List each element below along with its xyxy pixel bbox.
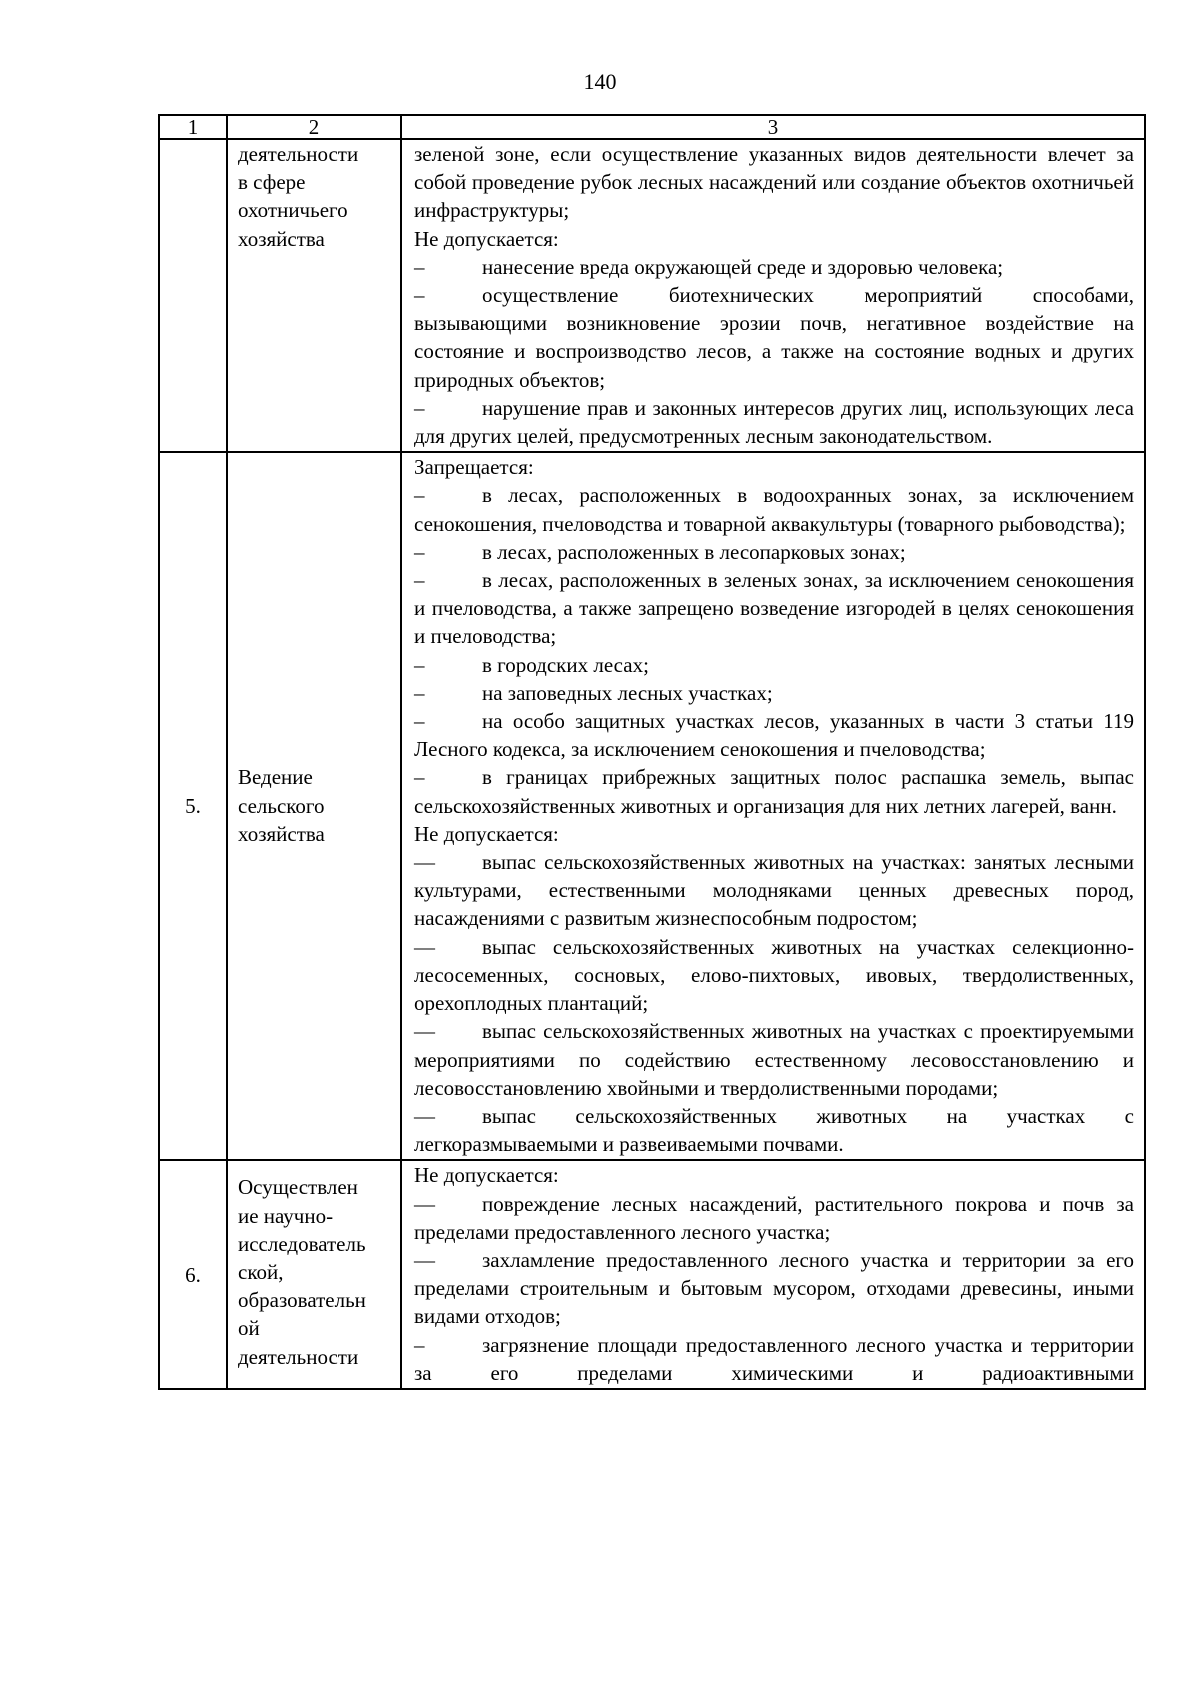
dash-marker: — [414, 934, 435, 959]
table-row [159, 452, 1145, 1160]
list-item-text: в городских лесах; [482, 652, 649, 677]
activity-name-line: ой [238, 1316, 260, 1341]
list-item [414, 679, 1134, 707]
row-number: 5. [159, 452, 227, 1160]
dash-marker: — [414, 850, 435, 875]
activity-name-line: охотничьего [238, 198, 348, 223]
list-item-text: на заповедных лесных участках; [482, 680, 773, 705]
dash-marker: — [414, 1191, 435, 1216]
list-item [414, 651, 1134, 679]
list-item [414, 253, 1134, 281]
list-item [414, 281, 1134, 394]
page-number: 140 [583, 69, 617, 94]
list-item-text: выпас сельскохозяйственных животных на участках с проектируемыми мероприятиями по содействию естественному лесовосстановлению и лесовосстановлению хвойными и твердолиственными породами; [414, 1019, 1134, 1100]
list-item [414, 481, 1134, 537]
list-item [414, 538, 1134, 566]
list-item-text: выпас сельскохозяйственных животных на участках селекционно-лесосеменных, сосновых, елово-пихтовых, ивовых, твердолиственных, орехоплодных плантаций; [414, 934, 1134, 1016]
activity-name-line: ие научно- [238, 1203, 334, 1228]
activity-name [227, 452, 401, 1160]
activity-name-line: Ведение [238, 765, 313, 790]
activity-name-line: в сфере [238, 170, 306, 195]
restrictions-text [401, 139, 1145, 452]
table-row [159, 1160, 1145, 1389]
list-item-text: выпас сельскохозяйственных животных на участках: занятых лесными культурами, естественными молодняками ценных древесных пород, насаждениями с развитым жизнеспособным подростом; [414, 850, 1134, 931]
restrictions-text [401, 1160, 1145, 1389]
activity-name-line: ской, [238, 1259, 284, 1284]
dash-marker: – [414, 283, 425, 308]
table-header-row [159, 115, 1145, 139]
dash-marker: – [414, 709, 425, 734]
dash-marker: – [414, 652, 425, 677]
list-item [414, 1102, 1134, 1158]
header-col-1: 1 [159, 115, 227, 139]
list-item [414, 1017, 1134, 1102]
table-row [159, 139, 1145, 452]
paragraph-heading: Не допускается: [414, 821, 559, 846]
dash-marker: – [414, 680, 425, 705]
list-item-text: осуществление биотехнических мероприятий способами, вызывающими возникновение эрозии почв, негативное воздействие на состояние и воспроизводство лесов, а также на состояние водных и других природных объектов; [414, 283, 1134, 392]
dash-marker: – [414, 539, 425, 564]
list-item-text: в лесах, расположенных в зеленых зонах, за исключением сенокошения и пчеловодства, а также запрещено возведение изгородей в целях сенокошения и пчеловодства; [414, 568, 1134, 649]
list-item-text: выпас сельскохозяйственных животных на участках с легкоразмываемыми и развеиваемыми почвами. [414, 1103, 1134, 1157]
activity-name [227, 1160, 401, 1389]
activity-name-line: сельского [238, 793, 325, 818]
activity-name-line: Осуществлен [238, 1175, 358, 1200]
row-number: 6. [159, 1160, 227, 1389]
dash-marker: – [414, 395, 425, 420]
dash-marker: – [414, 254, 425, 279]
list-item-text: нарушение прав и законных интересов других лиц, использующих леса для других целей, предусмотренных лесным законодательством. [414, 395, 1134, 449]
list-item-text: в границах прибрежных защитных полос распашка земель, выпас сельскохозяйственных животных и организация для них летних лагерей, ванн. [414, 765, 1134, 818]
list-item [414, 1246, 1134, 1331]
activity-name-line: деятельности [238, 142, 359, 166]
dash-marker: – [414, 483, 425, 508]
list-item-text: захламление предоставленного лесного участка и территории за его пределами строительным и бытовым мусором, отходами древесины, иными видами отходов; [414, 1247, 1134, 1329]
list-item-text: в лесах, расположенных в водоохранных зонах, за исключением сенокошения, пчеловодства и товарной аквакультуры (товарного рыбоводства); [414, 483, 1134, 536]
list-item [414, 566, 1134, 651]
list-item [414, 707, 1134, 763]
paragraph: зеленой зоне, если осуществление указанных видов деятельности влечет за собой проведение рубок лесных насаждений или создание объектов охотничьей инфраструктуры; [414, 142, 1134, 223]
list-item-text: в лесах, расположенных в лесопарковых зонах; [482, 539, 906, 564]
activity-name-line: исследователь [238, 1231, 366, 1256]
activity-name-line: хозяйства [238, 821, 325, 846]
activity-name [227, 139, 401, 452]
list-item-text: нанесение вреда окружающей среде и здоровью человека; [482, 254, 1004, 279]
list-item [414, 394, 1134, 450]
list-item-text: загрязнение площади предоставленного лесного участка и территории за его пределами химическими и радиоактивными [414, 1332, 1134, 1385]
dash-marker: — [414, 1019, 435, 1044]
dash-marker: – [414, 765, 425, 790]
dash-marker: – [414, 568, 425, 593]
list-item [414, 933, 1134, 1018]
list-item-text: повреждение лесных насаждений, растительного покрова и почв за пределами предоставленного лесного участка; [414, 1191, 1134, 1244]
list-item [414, 1331, 1134, 1387]
paragraph-heading: Не допускается: [414, 1163, 559, 1188]
paragraph-heading: Не допускается: [414, 226, 559, 251]
paragraph-heading: Запрещается: [414, 455, 534, 480]
row-number [159, 139, 227, 452]
regulation-table [158, 114, 1146, 1390]
restrictions-text [401, 452, 1145, 1160]
dash-marker: — [414, 1103, 435, 1128]
list-item [414, 848, 1134, 933]
list-item [414, 763, 1134, 819]
dash-marker: – [414, 1332, 425, 1357]
activity-name-line: деятельности [238, 1344, 359, 1369]
list-item-text: на особо защитных участках лесов, указанных в части 3 статьи 119 Лесного кодекса, за исключением сенокошения и пчеловодства; [414, 709, 1134, 762]
list-item [414, 1190, 1134, 1246]
activity-name-line: хозяйства [238, 226, 325, 251]
header-col-3: 3 [401, 115, 1145, 139]
dash-marker: — [414, 1247, 435, 1272]
header-col-2: 2 [227, 115, 401, 139]
activity-name-line: образовательн [238, 1288, 366, 1313]
